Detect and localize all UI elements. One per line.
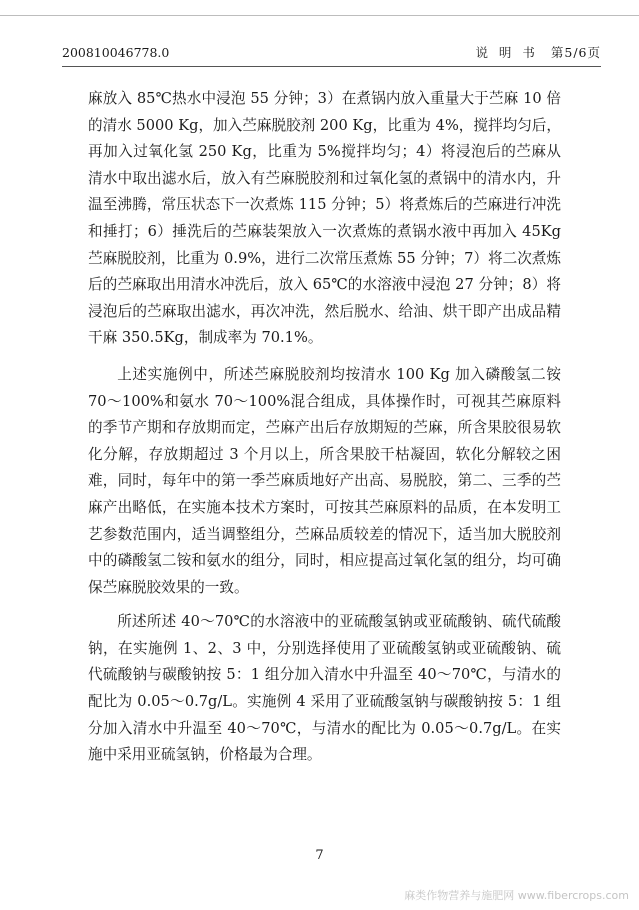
document-id: 200810046778.0 [62, 45, 170, 60]
page-number: 7 [315, 848, 324, 863]
paragraph-3: 所述所述 40～70℃的水溶液中的亚硫酸氢钠或亚硫酸钠、硫代硫酸钠，在实施例 1、2、3 中，分别选择使用了亚硫酸氢钠或亚硫酸钠、硫代硫酸钠与碳酸钠按 5：1 组分加入清水中升温至 40～70℃，与清水的配比为 0.05～0.7g/L。实施例 4 采用了亚硫酸氢钠与碳酸钠按 5：1 组分加入清水中升温至 40～70℃，与清水的配比为 0.05～0.7g/L。在实施中采用亚硫氢钠，价格最为合理。 [88, 613, 561, 764]
header-right [475, 44, 601, 62]
page-label: 第5/6页 [550, 45, 601, 60]
header-rule [62, 66, 601, 67]
paragraph-2: 上述实施例中，所述苎麻脱胶剂均按清水 100 Kg 加入磷酸氢二铵 70～100%和氨水 70～100%混合组成，具体操作时，可视其苎麻原料的季节产期和存放期而定，苎麻产出后存放期短的苎麻，所含果胶很易软化分解，存放期超过 3 个月以上，所含果胶干枯凝固，软化分解较之困难，同时，每年中的第一季苎麻质地好产出高、易脱胶，第二、三季的苎麻产出略低，在实施本技术方案时，可按其苎麻原料的品质，在本发明工艺参数范围内，适当调整组分，苎麻品质较差的情况下，适当加大脱胶剂中的磷酸氢二铵和氨水的组分，同时，相应提高过氧化氢的组分，均可确保苎麻脱胶效果的一致。 [88, 365, 561, 596]
document-type: 说 明 书 [475, 45, 536, 60]
paragraph-1: 麻放入 85℃热水中浸泡 55 分钟；3）在煮锅内放入重量大于苎麻 10 倍的清水 5000 Kg，加入苎麻脱胶剂 200 Kg，比重为 4%，搅拌均匀后，再加入过氧化氢 250 Kg，比重为 5%搅拌均匀；4）将浸泡后的苎麻从清水中取出滤水后，放入有苎麻脱胶剂和过氧化氢的煮锅中的清水内，升温至沸腾，常压状态下一次煮炼 115 分钟；5）将煮炼后的苎麻进行冲洗和捶打；6）捶洗后的苎麻装架放入一次煮炼的煮锅水液中再加入 45Kg 苎麻脱胶剂，比重为 0.9%，进行二次常压煮炼 55 分钟；7）将二次煮炼后的苎麻取出用清水冲洗后，放入 65℃的水溶液中浸泡 27 分钟；8）将浸泡后的苎麻取出滤水，再次冲洗，然后脱水、给油、烘干即产出成品精干麻 350.5Kg，制成率为 70.1%。 [88, 90, 561, 347]
page-header [62, 44, 601, 62]
document-body [88, 86, 561, 777]
top-border-line [0, 15, 639, 16]
site-watermark: 麻类作物营养与施肥网 www.fibercrops.com [404, 889, 629, 902]
